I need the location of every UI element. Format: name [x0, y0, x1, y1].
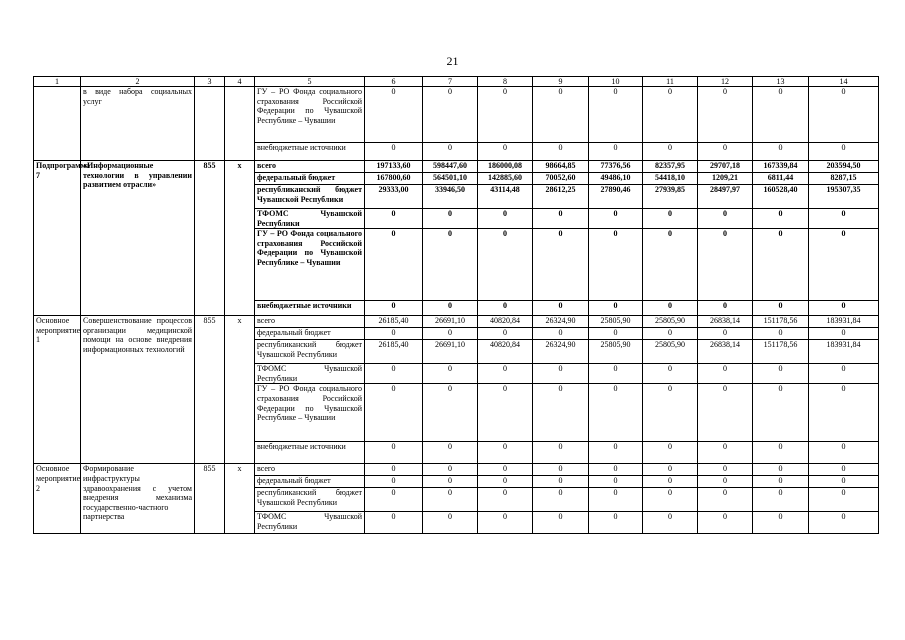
col-header: 12: [698, 77, 753, 87]
value-cell: 0: [809, 512, 879, 534]
value-cell: 0: [698, 442, 753, 464]
value-cell: 167800,60: [365, 173, 423, 185]
value-cell: 0: [643, 87, 698, 143]
value-cell: 0: [533, 488, 589, 512]
col-header: 4: [225, 77, 255, 87]
value-cell: 0: [365, 512, 423, 534]
value-cell: 0: [478, 209, 533, 229]
value-cell: 0: [643, 143, 698, 161]
value-cell: 0: [365, 209, 423, 229]
source-label: республиканский бюджет Чувашской Республики: [255, 340, 365, 364]
value-cell: 0: [698, 464, 753, 476]
table-row: [34, 87, 879, 143]
value-cell: 0: [698, 87, 753, 143]
value-cell: 0: [478, 364, 533, 384]
value-cell: 160528,40: [753, 185, 809, 209]
value-cell: 0: [423, 442, 478, 464]
col-header: 13: [753, 77, 809, 87]
code-cell: 855: [195, 316, 225, 464]
value-cell: 0: [809, 301, 879, 316]
value-cell: 0: [643, 328, 698, 340]
value-cell: 0: [478, 328, 533, 340]
col-header: 7: [423, 77, 478, 87]
value-cell: 0: [643, 512, 698, 534]
code-cell: 855: [195, 464, 225, 534]
marker-cell: х: [225, 316, 255, 464]
value-cell: 183931,84: [809, 316, 879, 328]
value-cell: 0: [423, 209, 478, 229]
value-cell: 82357,95: [643, 161, 698, 173]
value-cell: 598447,60: [423, 161, 478, 173]
marker-cell: х: [225, 161, 255, 316]
source-label: ГУ – РО Фонда социального страхования Российской Федерации по Чувашской Республике – Чувашии: [255, 87, 365, 143]
value-cell: 0: [643, 384, 698, 442]
marker-cell: х: [225, 464, 255, 534]
name-cell: «Информационные технологии в управлении развитием отрасли»: [81, 161, 195, 316]
value-cell: 0: [423, 328, 478, 340]
value-cell: 0: [423, 143, 478, 161]
value-cell: 6811,44: [753, 173, 809, 185]
value-cell: 0: [533, 512, 589, 534]
value-cell: 0: [365, 442, 423, 464]
value-cell: 0: [809, 488, 879, 512]
value-cell: 0: [478, 476, 533, 488]
col-header: 9: [533, 77, 589, 87]
code-cell: 855: [195, 161, 225, 316]
value-cell: 0: [365, 476, 423, 488]
source-label: ТФОМС Чувашской Республики: [255, 512, 365, 534]
value-cell: 0: [809, 87, 879, 143]
value-cell: 0: [643, 476, 698, 488]
value-cell: 151178,56: [753, 340, 809, 364]
value-cell: 0: [533, 328, 589, 340]
value-cell: 0: [809, 384, 879, 442]
value-cell: 0: [809, 209, 879, 229]
value-cell: 0: [753, 209, 809, 229]
source-label: федеральный бюджет: [255, 328, 365, 340]
value-cell: 77376,56: [589, 161, 643, 173]
value-cell: 0: [698, 209, 753, 229]
value-cell: 54418,10: [643, 173, 698, 185]
value-cell: 0: [753, 384, 809, 442]
value-cell: 26838,14: [698, 316, 753, 328]
value-cell: 70052,60: [533, 173, 589, 185]
value-cell: 0: [478, 464, 533, 476]
value-cell: 0: [423, 476, 478, 488]
value-cell: 0: [589, 364, 643, 384]
value-cell: 186000,08: [478, 161, 533, 173]
page-number: 21: [446, 54, 459, 68]
value-cell: 0: [643, 442, 698, 464]
source-label: республиканский бюджет Чувашской Республики: [255, 488, 365, 512]
value-cell: 25805,90: [589, 340, 643, 364]
source-label: всего: [255, 464, 365, 476]
status-cell: Основное мероприятие 2: [34, 464, 81, 534]
value-cell: 43114,48: [478, 185, 533, 209]
value-cell: 0: [423, 301, 478, 316]
value-cell: 0: [643, 229, 698, 301]
value-cell: 0: [365, 328, 423, 340]
table-row: [34, 316, 879, 328]
value-cell: 0: [698, 512, 753, 534]
value-cell: 0: [753, 229, 809, 301]
status-cell: [34, 87, 81, 161]
value-cell: 29707,18: [698, 161, 753, 173]
col-header: 1: [34, 77, 81, 87]
value-cell: 0: [643, 464, 698, 476]
value-cell: 0: [478, 301, 533, 316]
value-cell: 0: [753, 476, 809, 488]
value-cell: 0: [423, 488, 478, 512]
value-cell: 0: [698, 328, 753, 340]
value-cell: 0: [478, 512, 533, 534]
value-cell: 0: [533, 229, 589, 301]
value-cell: 0: [589, 328, 643, 340]
value-cell: 26838,14: [698, 340, 753, 364]
value-cell: 0: [809, 464, 879, 476]
name-cell: Формирование инфраструктуры здравоохранения с учетом внедрения механизма государственно-частного партнерства: [81, 464, 195, 534]
value-cell: 183931,84: [809, 340, 879, 364]
value-cell: 0: [533, 87, 589, 143]
table-row: [34, 161, 879, 173]
source-label: ГУ – РО Фонда социального страхования Российской Федерации по Чувашской Республике – Чувашии: [255, 384, 365, 442]
source-label: ТФОМС Чувашской Республики: [255, 209, 365, 229]
value-cell: 0: [589, 476, 643, 488]
value-cell: 26185,40: [365, 340, 423, 364]
value-cell: 0: [533, 476, 589, 488]
value-cell: 564501,10: [423, 173, 478, 185]
value-cell: 0: [753, 464, 809, 476]
value-cell: 0: [365, 384, 423, 442]
value-cell: 26324,90: [533, 316, 589, 328]
name-cell: в виде набора социальных услуг: [81, 87, 195, 161]
value-cell: 27939,85: [643, 185, 698, 209]
source-label: федеральный бюджет: [255, 476, 365, 488]
value-cell: 0: [753, 301, 809, 316]
value-cell: 0: [809, 229, 879, 301]
value-cell: 26691,10: [423, 340, 478, 364]
value-cell: 33946,50: [423, 185, 478, 209]
source-label: внебюджетные источники: [255, 143, 365, 161]
value-cell: 0: [365, 364, 423, 384]
value-cell: 27890,46: [589, 185, 643, 209]
col-header: 14: [809, 77, 879, 87]
value-cell: 28612,25: [533, 185, 589, 209]
value-cell: 0: [589, 512, 643, 534]
source-label: ТФОМС Чувашской Республики: [255, 364, 365, 384]
value-cell: 98664,85: [533, 161, 589, 173]
value-cell: 0: [478, 488, 533, 512]
col-header: 2: [81, 77, 195, 87]
value-cell: 0: [533, 384, 589, 442]
value-cell: 0: [643, 209, 698, 229]
source-label: внебюджетные источники: [255, 301, 365, 316]
value-cell: 0: [589, 442, 643, 464]
status-cell: Подпрограмма 7: [34, 161, 81, 316]
value-cell: 0: [365, 464, 423, 476]
value-cell: 29333,00: [365, 185, 423, 209]
value-cell: 142885,60: [478, 173, 533, 185]
value-cell: 0: [365, 143, 423, 161]
value-cell: 0: [643, 301, 698, 316]
value-cell: 40820,84: [478, 340, 533, 364]
value-cell: 0: [365, 229, 423, 301]
value-cell: 0: [589, 209, 643, 229]
value-cell: 0: [533, 143, 589, 161]
status-cell: Основное мероприятие 1: [34, 316, 81, 464]
value-cell: 0: [753, 488, 809, 512]
value-cell: 0: [698, 143, 753, 161]
col-header: 6: [365, 77, 423, 87]
value-cell: 0: [698, 364, 753, 384]
value-cell: 197133,60: [365, 161, 423, 173]
value-cell: 0: [365, 87, 423, 143]
value-cell: 0: [423, 229, 478, 301]
value-cell: 26324,90: [533, 340, 589, 364]
source-label: внебюджетные источники: [255, 442, 365, 464]
budget-table: [33, 76, 879, 534]
value-cell: 0: [753, 364, 809, 384]
value-cell: 203594,50: [809, 161, 879, 173]
name-cell: Совершенствование процессов организации медицинской помощи на основе внедрения информационных технологий: [81, 316, 195, 464]
source-label: всего: [255, 316, 365, 328]
table-body: [34, 87, 879, 534]
value-cell: 0: [753, 87, 809, 143]
value-cell: 0: [589, 143, 643, 161]
marker-cell: [225, 87, 255, 161]
col-header: 11: [643, 77, 698, 87]
value-cell: 0: [809, 476, 879, 488]
source-label: ГУ – РО Фонда социального страхования Российской Федерации по Чувашской Республике – Чувашии: [255, 229, 365, 301]
value-cell: 25805,90: [643, 316, 698, 328]
col-header: 3: [195, 77, 225, 87]
value-cell: 0: [643, 488, 698, 512]
value-cell: 0: [809, 364, 879, 384]
value-cell: 28497,97: [698, 185, 753, 209]
value-cell: 0: [698, 488, 753, 512]
value-cell: 0: [809, 143, 879, 161]
value-cell: 0: [698, 301, 753, 316]
value-cell: 0: [589, 488, 643, 512]
value-cell: 0: [478, 229, 533, 301]
value-cell: 1209,21: [698, 173, 753, 185]
value-cell: 40820,84: [478, 316, 533, 328]
value-cell: 0: [533, 209, 589, 229]
value-cell: 0: [589, 384, 643, 442]
value-cell: 0: [753, 512, 809, 534]
value-cell: 0: [533, 442, 589, 464]
value-cell: 0: [423, 384, 478, 442]
value-cell: 49486,10: [589, 173, 643, 185]
col-header: 8: [478, 77, 533, 87]
value-cell: 26691,10: [423, 316, 478, 328]
code-cell: [195, 87, 225, 161]
value-cell: 25805,90: [643, 340, 698, 364]
value-cell: 0: [698, 476, 753, 488]
value-cell: 151178,56: [753, 316, 809, 328]
value-cell: 0: [589, 464, 643, 476]
value-cell: 0: [698, 229, 753, 301]
value-cell: 0: [423, 364, 478, 384]
value-cell: 0: [533, 464, 589, 476]
value-cell: 167339,84: [753, 161, 809, 173]
header-row: [34, 77, 879, 87]
col-header: 5: [255, 77, 365, 87]
source-label: федеральный бюджет: [255, 173, 365, 185]
value-cell: 0: [753, 328, 809, 340]
value-cell: 0: [589, 229, 643, 301]
source-label: всего: [255, 161, 365, 173]
value-cell: 25805,90: [589, 316, 643, 328]
value-cell: 0: [478, 442, 533, 464]
value-cell: 195307,35: [809, 185, 879, 209]
value-cell: 0: [478, 87, 533, 143]
value-cell: 0: [365, 301, 423, 316]
value-cell: 0: [365, 488, 423, 512]
value-cell: 0: [643, 364, 698, 384]
value-cell: 0: [809, 328, 879, 340]
value-cell: 0: [423, 512, 478, 534]
value-cell: 0: [589, 87, 643, 143]
value-cell: 26185,40: [365, 316, 423, 328]
value-cell: 0: [533, 364, 589, 384]
value-cell: 0: [589, 301, 643, 316]
col-header: 10: [589, 77, 643, 87]
value-cell: 0: [698, 384, 753, 442]
value-cell: 0: [478, 143, 533, 161]
value-cell: 0: [533, 301, 589, 316]
value-cell: 0: [753, 143, 809, 161]
value-cell: 0: [423, 464, 478, 476]
source-label: республиканский бюджет Чувашской Республики: [255, 185, 365, 209]
value-cell: 0: [753, 442, 809, 464]
value-cell: 8287,15: [809, 173, 879, 185]
value-cell: 0: [423, 87, 478, 143]
table-row: [34, 464, 879, 476]
value-cell: 0: [478, 384, 533, 442]
value-cell: 0: [809, 442, 879, 464]
